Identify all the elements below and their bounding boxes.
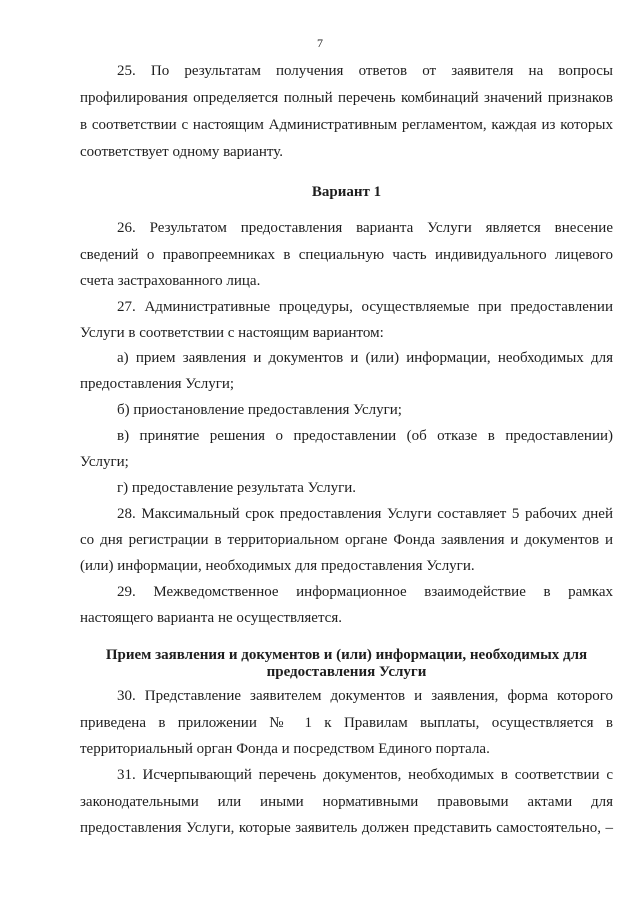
heading-line: Прием заявления и документов и (или) информации, необходимых для [105,647,588,663]
paragraph-line: сведений о правопреемниках в специальную часть индивидуального лицевого [80,247,613,263]
paragraph-line: 26. Результатом предоставления варианта Услуги является внесение [117,220,613,236]
variant-title: Вариант 1 [311,184,382,200]
paragraph-line: 30. Представление заявителем документов и заявления, форма которого [117,688,613,704]
paragraph-line: счета застрахованного лица. [80,273,261,289]
paragraph-line: Услуги в соответствии с настоящим вариантом: [80,325,384,341]
paragraph-line: в) принятие решения о предоставлении (об отказе в предоставлении) [117,428,613,444]
paragraph-line: 27. Административные процедуры, осуществляемые при предоставлении [117,299,613,315]
paragraph-line: приведена в приложении № 1 к Правилам выплаты, осуществляется в [80,715,613,731]
page-number: 7 [317,36,323,50]
paragraph-line: соответствует одному варианту. [80,144,283,160]
list-item-g: г) предоставление результата Услуги. [117,480,357,496]
paragraph-line: со дня регистрации в территориальном органе Фонда заявления и документов и [80,532,613,548]
paragraph-line: 25. По результатам получения ответов от заявителя на вопросы [117,63,613,79]
paragraph-line: Услуги; [80,454,129,470]
paragraph-line: (или) информации, необходимых для предоставления Услуги. [80,558,475,574]
paragraph-line: территориальный орган Фонда и посредством Единого портала. [80,741,490,757]
paragraph-line: предоставления Услуги, которые заявитель должен представить самостоятельно, – [80,820,613,836]
heading-line: предоставления Услуги [266,664,427,680]
paragraph-line: 29. Межведомственное информационное взаимодействие в рамках [117,584,613,600]
paragraph-line: 31. Исчерпывающий перечень документов, необходимых в соответствии с [117,767,613,783]
paragraph-line: 28. Максимальный срок предоставления Услуги составляет 5 рабочих дней [117,506,613,522]
paragraph-line: профилирования определяется полный перечень комбинаций значений признаков [80,90,613,106]
paragraph-line: предоставления Услуги; [80,376,235,392]
paragraph-line: а) прием заявления и документов и (или) информации, необходимых для [117,350,613,366]
list-item-b: б) приостановление предоставления Услуги; [117,402,402,418]
paragraph-line: в соответствии с настоящим Административным регламентом, каждая из которых [80,117,613,133]
paragraph-line: настоящего варианта не осуществляется. [80,610,342,626]
paragraph-line: законодательными или иными нормативными правовыми актами для [80,794,613,810]
